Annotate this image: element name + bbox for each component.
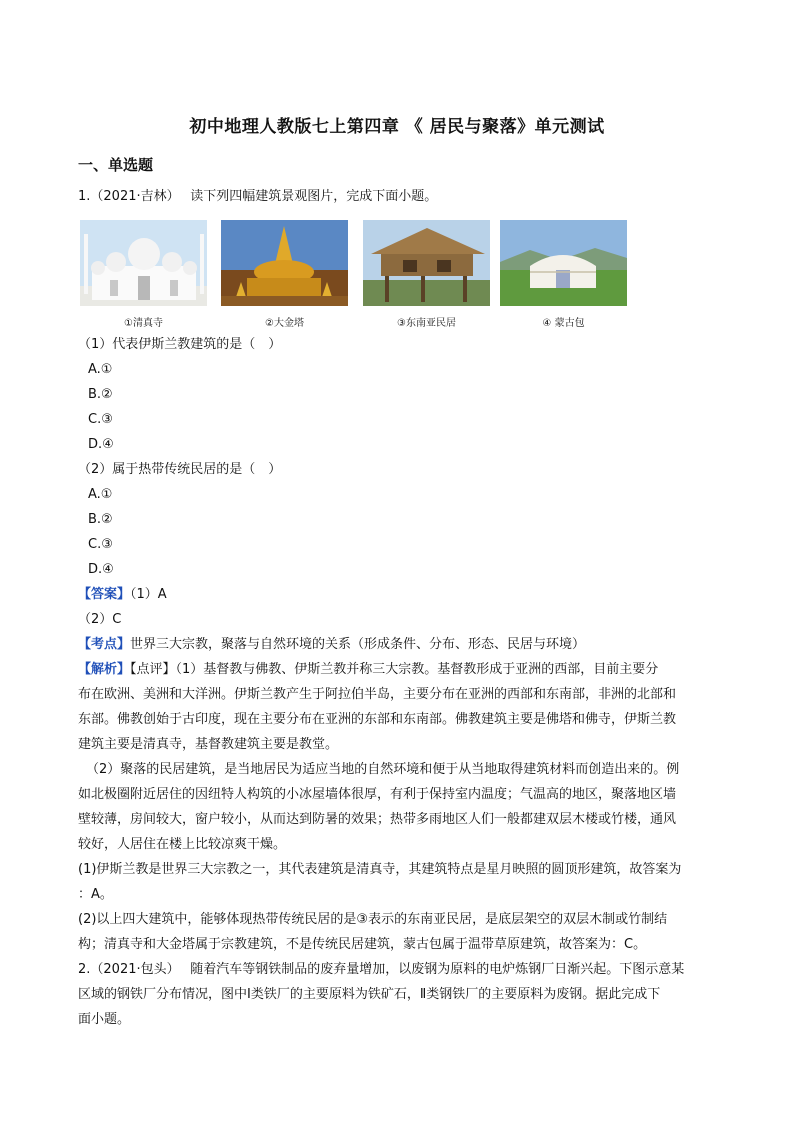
jiexi-line <box>78 661 658 679</box>
question-2-line: 区域的钢铁厂分布情况，图中Ⅰ类铁厂的主要原料为铁矿石，Ⅱ类钢铁厂的主要原料为废钢。据此完成下 <box>78 987 661 1002</box>
kaodian-line <box>78 636 585 654</box>
sub-question-1: （1）代表伊斯兰教建筑的是（ ） <box>78 337 282 352</box>
analysis-line: ：A。 <box>78 887 113 902</box>
southeast-asia-house-image <box>363 220 490 306</box>
analysis-line: 较好，人居住在楼上比较凉爽干燥。 <box>78 837 287 852</box>
question-1-stem: 1.（2021·吉林） 读下列四幅建筑景观图片，完成下面小题。 <box>78 189 438 204</box>
analysis-line: (2)以上四大建筑中，能够体现热带传统民居的是③表示的东南亚民居，是底层架空的双层木制或竹制结 <box>78 912 668 927</box>
yurt-image <box>500 220 627 306</box>
question-2-line: 面小题。 <box>78 1012 131 1027</box>
image-caption-2: ②大金塔 <box>265 318 304 329</box>
option-c: C.③ <box>88 537 113 552</box>
analysis-line: 建筑主要是清真寺，基督教建筑主要是教堂。 <box>78 737 339 752</box>
analysis-line: 如北极圈附近居住的因纽特人构筑的小冰屋墙体很厚，有利于保持室内温度；气温高的地区，聚落地区墙 <box>78 787 677 802</box>
pagoda-image <box>221 220 348 306</box>
option-b: B.② <box>88 512 113 527</box>
option-a: A.① <box>88 362 113 377</box>
section-heading: 一、单选题 <box>78 156 154 174</box>
mosque-image <box>80 220 207 306</box>
sub-question-2: （2）属于热带传统民居的是（ ） <box>78 462 282 477</box>
option-c: C.③ <box>88 412 113 427</box>
analysis-line: 壁较薄，房间较大，窗户较小，从而达到防暑的效果；热带多雨地区人们一般都建双层木楼或竹楼，通风 <box>78 812 677 827</box>
analysis-line: 布在欧洲、美洲和大洋洲。伊斯兰教产生于阿拉伯半岛，主要分布在亚洲的西部和东南部，非洲的北部和 <box>78 687 677 702</box>
answer-line <box>78 586 167 604</box>
answer-2: （2）C <box>78 612 122 627</box>
option-d: D.④ <box>88 437 114 452</box>
image-caption-1: ①清真寺 <box>124 318 163 329</box>
answer-1: （1）A <box>130 587 167 602</box>
question-2-line: 2.（2021·包头） 随着汽车等钢铁制品的废弃量增加，以废钢为原料的电炉炼钢厂日渐兴起。下图示意某 <box>78 962 685 977</box>
analysis-line: 构；清真寺和大金塔属于宗教建筑，不是传统民居建筑，蒙古包属于温带草原建筑，故答案为：C。 <box>78 937 647 952</box>
option-d: D.④ <box>88 562 114 577</box>
option-b: B.② <box>88 387 113 402</box>
option-a: A.① <box>88 487 113 502</box>
analysis-line: （2）聚落的民居建筑，是当地居民为适应当地的自然环境和便于从当地取得建筑材料而创造出来的。例 <box>86 762 680 777</box>
analysis-line: 【点评】（1）基督教与佛教、伊斯兰教并称三大宗教。基督教形成于亚洲的西部，目前主要分 <box>130 662 659 677</box>
answer-tag: 【答案】 <box>78 587 131 602</box>
image-caption-3: ③东南亚民居 <box>397 318 456 329</box>
page-title: 初中地理人教版七上第四章 《 居民与聚落》单元测试 <box>189 117 605 137</box>
image-caption-4: ④ 蒙古包 <box>542 318 585 329</box>
kaodian-tag: 【考点】 <box>78 637 131 652</box>
kaodian-text: 世界三大宗教，聚落与自然环境的关系（形成条件、分布、形态、民居与环境） <box>130 637 586 652</box>
analysis-line: 东部。佛教创始于古印度，现在主要分布在亚洲的东部和东南部。佛教建筑主要是佛塔和佛寺，伊斯兰教 <box>78 712 677 727</box>
building-image-row <box>80 220 628 328</box>
analysis-line: (1)伊斯兰教是世界三大宗教之一，其代表建筑是清真寺，其建筑特点是星月映照的圆顶形建筑，故答案为 <box>78 862 682 877</box>
jiexi-tag: 【解析】 <box>78 662 131 677</box>
